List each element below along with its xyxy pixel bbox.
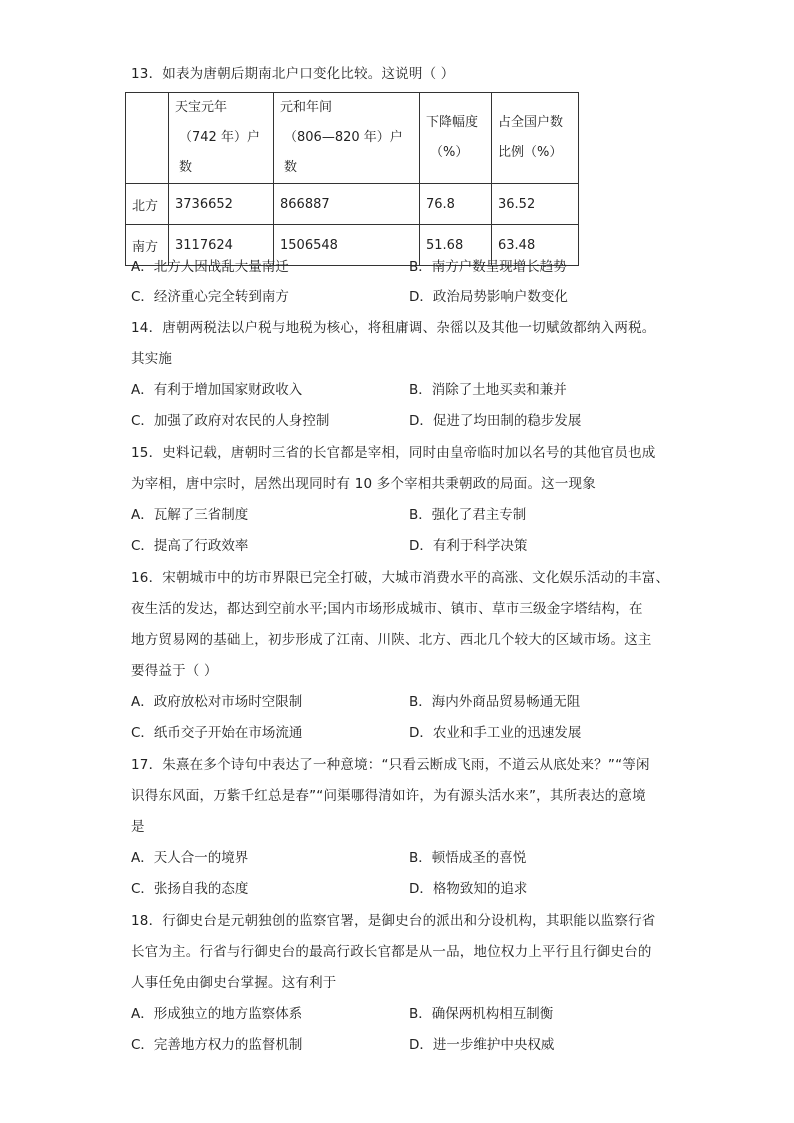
- table-cell: 36.52: [492, 184, 579, 225]
- q15-option-c[interactable]: C．提高了行政效率: [131, 538, 249, 554]
- q14-stem-line1: 14．唐朝两税法以户税与地税为核心，将租庸调、杂徭以及其他一切赋敛都纳入两税。: [131, 320, 656, 336]
- q16-stem-line3: 地方贸易网的基础上，初步形成了江南、川陕、北方、西北几个较大的区域市场。这主: [131, 632, 652, 648]
- q17-option-c[interactable]: C．张扬自我的态度: [131, 881, 249, 897]
- q13-option-a[interactable]: A．北方人因战乱大量南迁: [131, 259, 289, 275]
- header-cell-tianbao: 天宝元年 （742 年）户数: [169, 93, 274, 184]
- q16-stem-line4: 要得益于（ ）: [131, 663, 218, 679]
- q17-stem-line1: 17．朱熹在多个诗句中表达了一种意境：“只看云断成飞雨，不道云从底处来？”“等闲: [131, 757, 650, 773]
- q14-option-c[interactable]: C．加强了政府对农民的人身控制: [131, 413, 330, 429]
- q16-option-d[interactable]: D．农业和手工业的迅速发展: [409, 725, 582, 741]
- header-cell-yuanhe: 元和年间 （806—820 年）户数: [274, 93, 420, 184]
- q18-stem-line2: 长官为主。行省与行御史台的最高行政长官都是从一品，地位权力上平行且行御史台的: [131, 944, 652, 960]
- q15-stem-line1: 15．史料记载，唐朝时三省的长官都是宰相，同时由皇帝临时加以名号的其他官员也成: [131, 445, 656, 461]
- row-label: 南方: [126, 225, 169, 266]
- row-label: 北方: [126, 184, 169, 225]
- q13-table: [125, 92, 579, 266]
- table-cell: 1506548: [274, 225, 420, 266]
- q13-option-d[interactable]: D．政治局势影响户数变化: [409, 289, 568, 305]
- q16-option-c[interactable]: C．纸币交子开始在市场流通: [131, 725, 303, 741]
- table-header-row: [126, 93, 579, 184]
- table-cell: 76.8: [420, 184, 492, 225]
- q13-option-c[interactable]: C．经济重心完全转到南方: [131, 289, 289, 305]
- q15-option-b[interactable]: B．强化了君主专制: [409, 507, 527, 523]
- q17-option-a[interactable]: A．天人合一的境界: [131, 850, 249, 866]
- q14-option-d[interactable]: D．促进了均田制的稳步发展: [409, 413, 582, 429]
- q18-stem-line3: 人事任免由御史台掌握。这有利于: [131, 975, 337, 991]
- q17-stem-line2: 识得东风面，万紫千红总是春”“问渠哪得清如许，为有源头活水来”，其所表达的意境: [131, 788, 646, 804]
- table-cell: 866887: [274, 184, 420, 225]
- q13-stem: 13．如表为唐朝后期南北户口变化比较。这说明（ ）: [131, 66, 455, 82]
- q17-option-d[interactable]: D．格物致知的追求: [409, 881, 528, 897]
- q18-option-b[interactable]: B．确保两机构相互制衡: [409, 1006, 554, 1022]
- q18-option-d[interactable]: D．进一步维护中央权威: [409, 1037, 555, 1053]
- q18-stem-line1: 18．行御史台是元朝独创的监察官署，是御史台的派出和分设机构，其职能以监察行省: [131, 913, 656, 929]
- q14-stem-line2: 其实施: [131, 351, 173, 367]
- q15-option-a[interactable]: A．瓦解了三省制度: [131, 507, 249, 523]
- q15-option-d[interactable]: D．有利于科学决策: [409, 538, 528, 554]
- q18-option-a[interactable]: A．形成独立的地方监察体系: [131, 1006, 303, 1022]
- header-cell-share: 占全国户数 比例（%）: [492, 93, 579, 184]
- q17-option-b[interactable]: B．顿悟成圣的喜悦: [409, 850, 527, 866]
- q14-option-a[interactable]: A．有利于增加国家财政收入: [131, 382, 303, 398]
- q16-option-a[interactable]: A．政府放松对市场时空限制: [131, 694, 303, 710]
- q17-stem-line3: 是: [131, 819, 145, 835]
- table-cell: 63.48: [492, 225, 579, 266]
- q13-option-b[interactable]: B．南方户数呈现增长趋势: [409, 259, 567, 275]
- q15-stem-line2: 为宰相，唐中宗时，居然出现同时有 10 多个宰相共秉朝政的局面。这一现象: [131, 476, 596, 492]
- q16-stem-line1: 16．宋朝城市中的坊市界限已完全打破，大城市消费水平的高涨、文化娱乐活动的丰富、: [131, 570, 670, 586]
- table-row: [126, 184, 579, 225]
- table-cell: 3736652: [169, 184, 274, 225]
- header-cell-empty: [126, 93, 169, 184]
- q14-option-b[interactable]: B．消除了土地买卖和兼并: [409, 382, 567, 398]
- header-cell-decline: 下降幅度 （%）: [420, 93, 492, 184]
- q16-stem-line2: 夜生活的发达，都达到空前水平;国内市场形成城市、镇市、草市三级金字塔结构，在: [131, 601, 643, 617]
- q18-option-c[interactable]: C．完善地方权力的监督机制: [131, 1037, 303, 1053]
- q16-option-b[interactable]: B．海内外商品贸易畅通无阻: [409, 694, 581, 710]
- table-cell: 3117624: [169, 225, 274, 266]
- table-cell: 51.68: [420, 225, 492, 266]
